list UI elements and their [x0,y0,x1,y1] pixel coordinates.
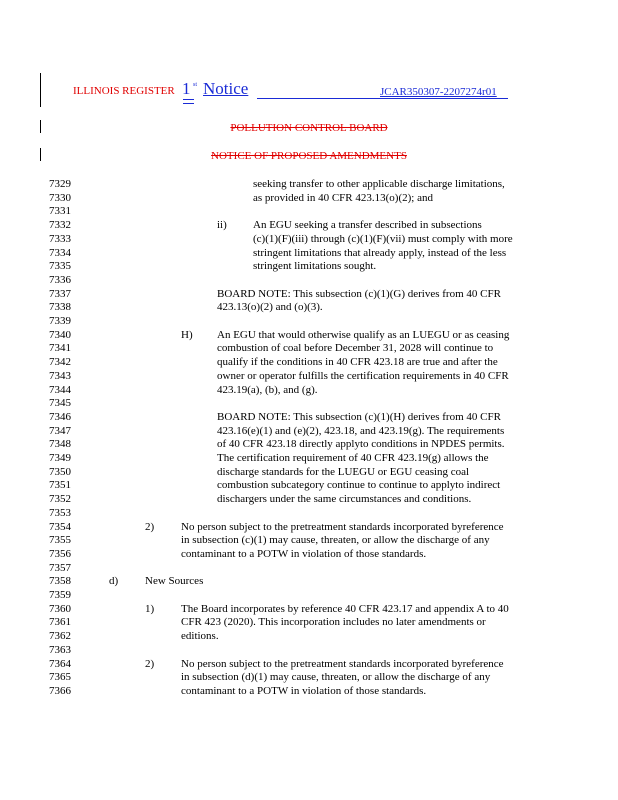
page-number-suffix: st [193,82,198,88]
body-line: The Board incorporates by reference 40 CFR 423.17 and appendix A to 40 [181,602,509,615]
body-line: contaminant to a POTW in violation of those standards. [181,547,427,560]
body-line: in subsection (d)(1) may cause, threaten, or allow the discharge of any [181,671,491,684]
line-number: 7334 [49,246,71,259]
line-number: 7342 [49,356,71,369]
line-number: 7330 [49,191,71,204]
body-line: (c)(1)(F)(iii) through (c)(1)(F)(vii) must comply with more [253,232,513,245]
body-line: of 40 CFR 423.18 directly applyto conditions in NPDES permits. [217,438,505,451]
body-line: editions. [181,630,219,643]
line-number: 7339 [49,315,71,327]
line-number: 7354 [49,520,71,533]
body-line: owner or operator fulfills the certification requirements in 40 CFR [217,369,509,382]
double-underline [183,99,194,104]
line-number: 7356 [49,547,71,560]
body-line: An EGU that would otherwise qualify as an LUEGU or as ceasing [217,328,510,341]
board-note: BOARD NOTE: This subsection (c)(1)(G) derives from 40 CFR [217,287,501,300]
line-number: 7358 [49,575,71,588]
line-number: 7333 [49,232,71,245]
line-number: 7341 [49,342,71,355]
line-number: 7366 [49,684,71,697]
line-number: 7331 [49,205,71,218]
document-id: JCAR350307-2207274r01 [380,86,497,98]
line-number: 7351 [49,479,71,492]
line-number: 7350 [49,465,71,478]
body-line: 423.19(a), (b), and (g). [217,383,318,396]
line-number: 7355 [49,534,71,547]
line-number: 7353 [49,506,71,519]
body-line: An EGU seeking a transfer described in subsections [253,219,482,232]
body-line: qualify if the conditions in 40 CFR 423.18 are true and after the [217,356,498,369]
line-number: 7359 [49,589,71,601]
line-number: 7336 [49,273,71,286]
line-number: 7360 [49,602,71,615]
line-number: 7357 [49,561,71,574]
body-line: stringent limitations that already apply, instead of the less [253,246,507,259]
change-bar [40,73,41,107]
body-line: combustion subcategory continue to continue to applyto indirect [217,479,501,492]
line-number: 7337 [49,287,71,300]
body-line: dischargers under the same circumstances and conditions. [217,493,472,506]
body-line: 423.16(e)(1) and (e)(2), 423.18, and 423.19(g). The requirements [217,424,505,437]
section-heading: New Sources [145,575,204,588]
notice-word: Notice [203,79,249,98]
line-number: 7362 [49,630,71,643]
page-number: 1 [182,79,191,98]
item-label: H) [181,328,193,341]
item-label: 2) [145,520,155,533]
body-line: The certification requirement of 40 CFR 423.19(g) allows the [217,452,489,464]
body-line: stringent limitations sought. [253,260,377,273]
item-label: ii) [217,219,227,232]
line-number: 7340 [49,328,71,341]
body-line: combustion of coal before December 31, 2028 will continue to [217,342,494,355]
line-number: 7345 [49,397,71,410]
body-line: seeking transfer to other applicable discharge limitations, [253,178,505,190]
item-label: 1) [145,602,155,615]
line-number: 7348 [49,438,71,451]
line-number: 7335 [49,260,71,273]
header-rule [257,98,508,99]
board-title: POLLUTION CONTROL BOARD [230,122,388,134]
body-line: CFR 423 (2020). This incorporation includes no later amendments or [181,616,486,629]
line-number: 7347 [49,424,71,437]
line-number: 7338 [49,301,71,314]
line-number: 7343 [49,369,71,382]
line-number: 7361 [49,616,71,629]
line-number: 7329 [49,178,71,190]
line-number: 7349 [49,452,71,464]
line-number: 7344 [49,383,71,396]
line-number: 7346 [49,410,71,423]
body-line: in subsection (c)(1) may cause, threaten, or allow the discharge of any [181,534,490,547]
line-number: 7364 [49,657,71,670]
notice-title: NOTICE OF PROPOSED AMENDMENTS [211,150,407,162]
line-number: 7332 [49,219,71,232]
board-note: BOARD NOTE: This subsection (c)(1)(H) derives from 40 CFR [217,410,501,423]
item-label: d) [109,575,119,588]
body-line: No person subject to the pretreatment standards incorporated byreference [181,657,504,670]
body-line: 423.13(o)(2) and (o)(3). [217,301,323,314]
register-title: ILLINOIS REGISTER [73,85,175,97]
body-line: as provided in 40 CFR 423.13(o)(2); and [253,191,433,204]
item-label: 2) [145,657,155,670]
line-number: 7363 [49,643,71,656]
body-line: No person subject to the pretreatment standards incorporated byreference [181,520,504,533]
body-line: discharge standards for the LUEGU or EGU ceasing coal [217,465,470,478]
line-number: 7352 [49,493,71,506]
body-line: contaminant to a POTW in violation of those standards. [181,684,427,697]
line-number: 7365 [49,671,71,684]
